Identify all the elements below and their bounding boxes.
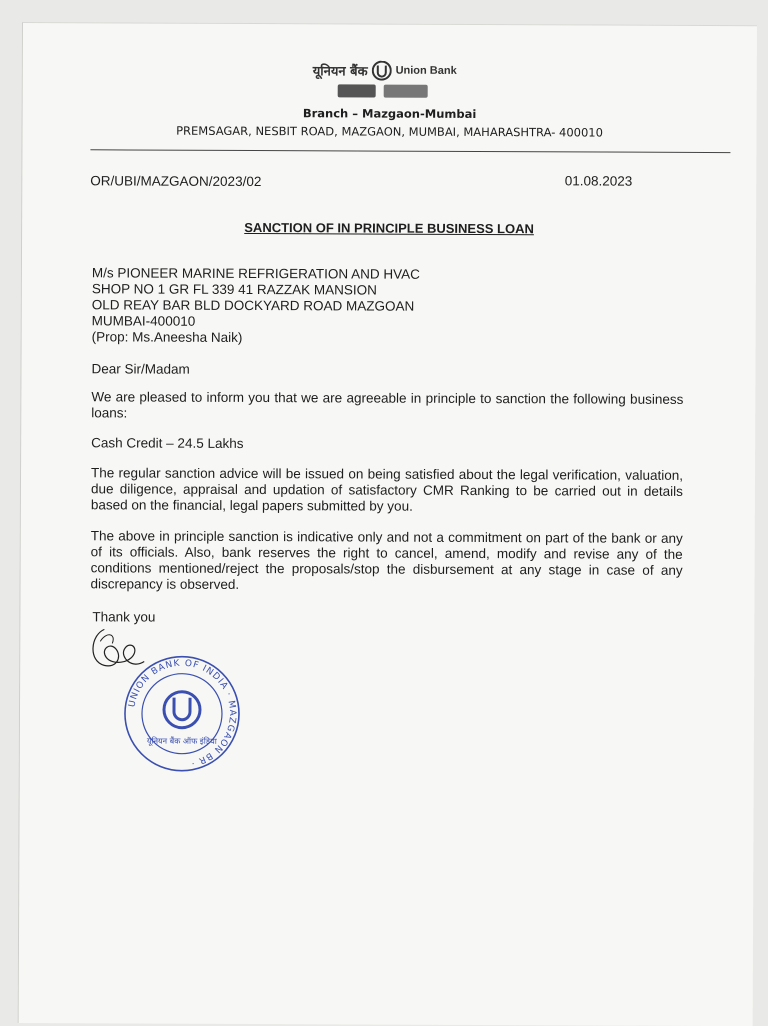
bank-name: Union Bank (395, 64, 457, 77)
letter-page (18, 22, 757, 1026)
bank-logo (313, 60, 457, 81)
branch-name: Branch – Mazgaon-Mumbai (302, 106, 477, 121)
addressee-line: SHOP NO 1 GR FL 339 41 RAZZAK MANSION (91, 281, 377, 298)
corporation-bank-badge-icon (384, 85, 428, 98)
closing: Thank you (92, 609, 156, 625)
letter-subject: SANCTION OF IN PRINCIPLE BUSINESS LOAN (244, 219, 534, 237)
bank-name-hindi: यूनियन बैंक (312, 64, 368, 80)
union-bank-logo-icon (372, 61, 392, 81)
stamp-outer-text: UNION BANK OF INDIA · MAZGAON BR · (127, 658, 238, 768)
reference-number: OR/UBI/MAZGAON/2023/02 (90, 173, 262, 190)
branch-address: PREMSAGAR, NESBIT ROAD, MAZGAON, MUMBAI, MAHARASHTRA- 400010 (176, 123, 603, 140)
letter-date: 01.08.2023 (564, 173, 633, 189)
addressee-line: OLD REAY BAR BLD DOCKYARD ROAD MAZGOAN (91, 297, 415, 314)
loan-detail: Cash Credit – 24.5 Lakhs (91, 435, 244, 451)
body-paragraph: The above in principle sanction is indicative only and not a commitment on part of the bank or any of its officials. Also, bank reserves the right to cancel, amend, modify and revise any of the conditions mentioned/reject the proposals/stop the disbursement at any stage in case of any discrepancy is observed. (90, 528, 683, 592)
addressee-block (92, 265, 420, 346)
addressee-line: (Prop: Ms.Aneesha Naik) (91, 329, 243, 345)
stamp-hindi-text: यूनियन बैंक ऑफ इंडिया (146, 736, 217, 746)
body-paragraph: We are pleased to inform you that we are agreeable in principle to sanction the following business loans: (91, 389, 684, 421)
partner-badges (338, 84, 428, 97)
andhra-bank-badge-icon (338, 84, 376, 97)
branch-stamp-icon (120, 651, 245, 776)
addressee-line: M/s PIONEER MARINE REFRIGERATION AND HVAC (91, 265, 420, 282)
header-divider (90, 149, 730, 153)
body-paragraph: The regular sanction advice will be issued on being satisfied about the legal verification, valuation, due diligence, appraisal and updation of satisfactory CMR Ranking to be carried out in details based on the financial, legal papers submitted by you. (90, 465, 684, 514)
salutation: Dear Sir/Madam (91, 361, 190, 377)
svg-text:UNION BANK OF INDIA · MAZGAON (127, 658, 237, 768)
addressee-line: MUMBAI-400010 (91, 313, 196, 329)
